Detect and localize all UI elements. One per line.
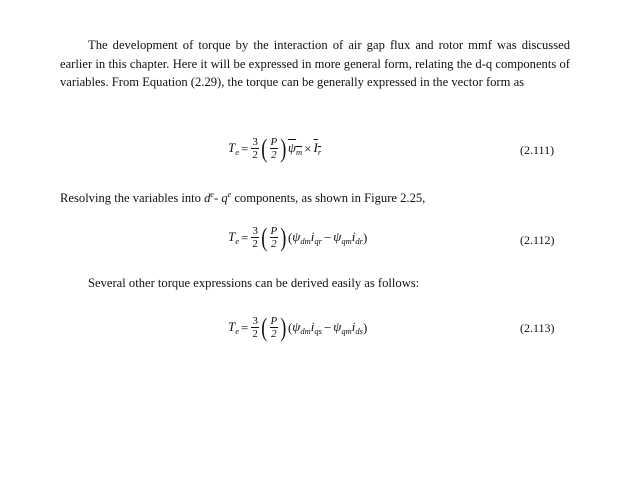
eq-term-2: $\psi_{qm}i_{dr}$ (333, 229, 363, 246)
eq-flux-vector: $\psi_m$ (287, 140, 303, 157)
eq-current-vector: $I_r$ (313, 140, 322, 157)
eq-term-1: $\psi_{dm}i_{qs}$ (292, 319, 322, 336)
equation-2-112: $T_e$ = $\frac{3}{2}$ ( $\frac{P}{2}$ ) ( $\psi_{dm}i_{qr}$ − $\psi_{qm}i_{dr}$ ) (228, 222, 368, 252)
equation-number: (2.113) (520, 321, 555, 335)
eq-term-2: $\psi_{qm}i_{ds}$ (333, 319, 363, 336)
intro-paragraph: The development of torque by the interaction of air gap flux and rotor mmf was discussed earlier in this chapter. Here it will be expressed in more general form, relating the d-q components of variables. From Equation (2.29), the torque can be generally expressed in the vector form as (60, 38, 570, 89)
equation-2-113: $T_e$ = $\frac{3}{2}$ ( $\frac{P}{2}$ ) ( $\psi_{dm}i_{qs}$ − $\psi_{qm}i_{ds}$ ) (228, 312, 368, 342)
equation-2-111: $T_e$ = $\frac{3}{2}$ ( $\frac{P}{2}$ ) $\psi_m$ × $I_r$ (228, 133, 322, 163)
eq-term-1: $\psi_{dm}i_{qr}$ (292, 229, 322, 246)
eq-lhs: $T_e$ (228, 140, 240, 157)
eq-fraction-3-2: $\frac{3}{2}$ (252, 136, 258, 161)
resolving-paragraph: Resolving the variables into $d^e-$ $q^e$ components, as shown in Figure 2.25, (60, 190, 426, 205)
eq-fraction-p-2: $\frac{P}{2}$ (270, 136, 278, 161)
equation-number: (2.111) (520, 143, 555, 157)
eq-cross: × (304, 140, 312, 156)
other-expressions-paragraph: Several other torque expressions can be derived easily as follows: (88, 276, 420, 290)
equation-number: (2.112) (520, 233, 555, 247)
eq-equals: = (241, 140, 249, 156)
